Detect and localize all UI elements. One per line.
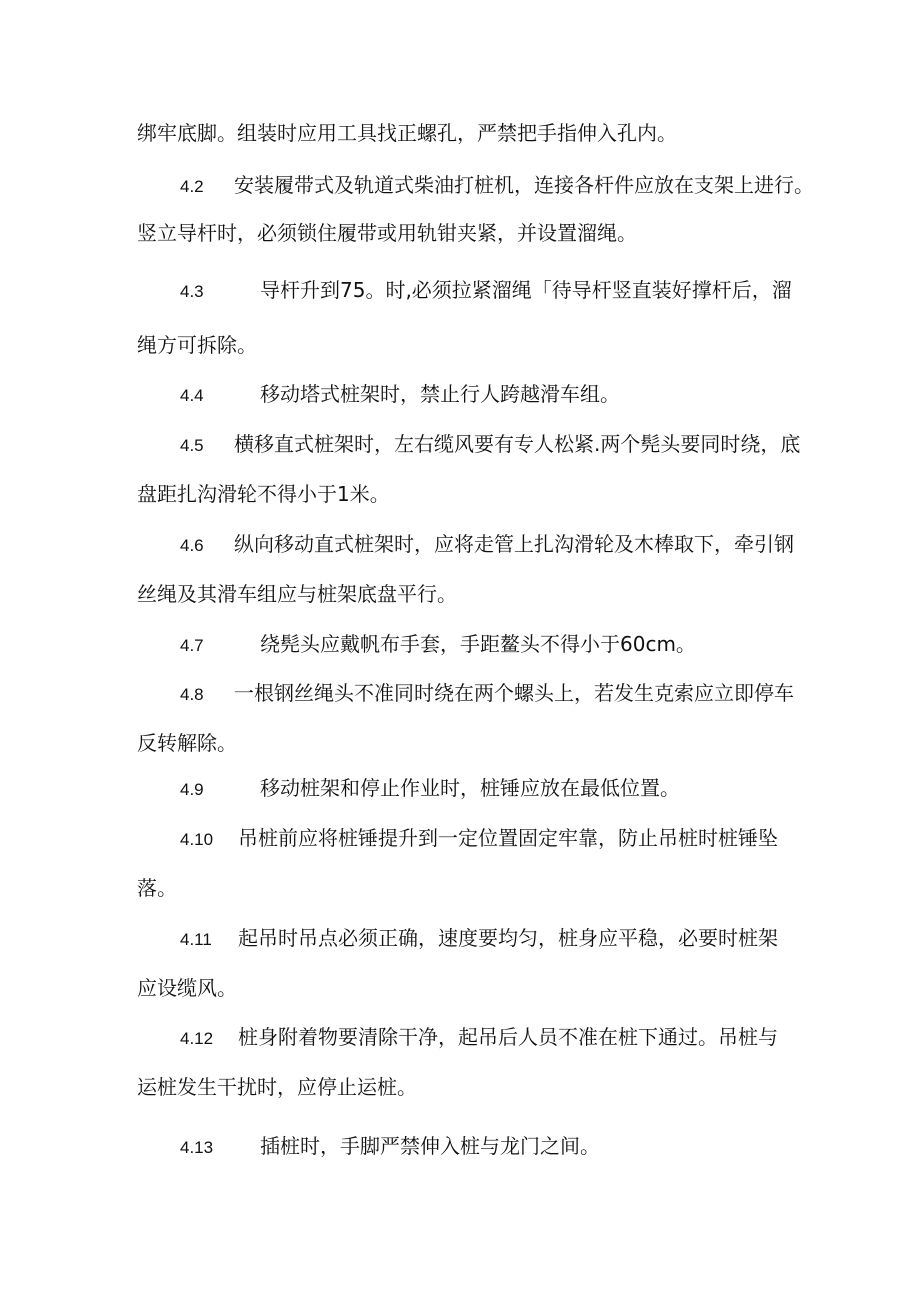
item-text: 起吊时吊点必须正确，速度要均匀，桩身应平稳，必要时桩架: [238, 926, 778, 950]
item-text: 桩身附着物要清除干净，起吊后人员不准在桩下通过。吊桩与: [238, 1025, 778, 1049]
item-number: 4.2: [180, 177, 204, 196]
item-number: 4.3: [180, 282, 204, 301]
item-text: 横移直式桩架时，左右缆风要有专人松紧.两个髡头要同时绕，底: [234, 432, 801, 456]
item-4-12-line1: [180, 1025, 778, 1051]
item-text: 安装履带式及轨道式柴油打桩机，连接各杆件应放在支架上进行。: [234, 173, 814, 197]
item-4-3-line1: [180, 278, 792, 304]
item-text: 插桩时，手脚严禁伸入桩与龙门之间。: [260, 1134, 600, 1158]
item-4-4-line1: [180, 382, 620, 408]
item-number: 4.13: [180, 1138, 214, 1157]
item-4-13-line1: [180, 1134, 600, 1160]
item-4-8-line1: [180, 681, 794, 707]
item-4-5-line1: [180, 432, 800, 458]
item-number: 4.4: [180, 386, 204, 405]
item-text: 移动桩架和停止作业时，桩锤应放在最低位置。: [260, 776, 680, 800]
item-text: 纵向移动直式桩架时，应将走管上扎沟滑轮及木棒取下，牵引钢: [234, 532, 794, 556]
item-number: 4.12: [180, 1029, 214, 1048]
item-text: 绕髡头应戴帆布手套，手距鳌头不得小于60cm。: [260, 632, 696, 656]
item-4-6-line1: [180, 532, 794, 558]
item-4-12-line2: 运桩发生干扰时，应停止运桩。: [137, 1075, 417, 1099]
item-4-9-line1: [180, 776, 680, 802]
item-4-5-line2: 盘距扎沟滑轮不得小于1米。: [137, 482, 390, 506]
item-4-7-line1: [180, 632, 696, 658]
item-number: 4.11: [180, 930, 212, 949]
item-text: 一根钢丝绳头不准同时绕在两个螺头上，若发生克索应立即停车: [234, 681, 794, 705]
item-4-2-line2: 竖立导杆时，必须锁住履带或用轨钳夹紧，并设置溜绳。: [137, 221, 637, 245]
item-4-8-line2: 反转解除。: [137, 731, 237, 755]
item-4-10-line2: 落。: [137, 876, 177, 900]
intro-line: 绑牢底脚。组装时应用工具找正螺孔，严禁把手指伸入孔内。: [137, 121, 677, 145]
item-number: 4.6: [180, 536, 204, 555]
item-text: 吊桩前应将桩锤提升到一定位置固定牢靠，防止吊桩时桩锤坠: [238, 826, 778, 850]
item-4-11-line1: [180, 926, 778, 952]
item-number: 4.7: [180, 636, 204, 655]
item-4-10-line1: [180, 826, 778, 852]
item-number: 4.5: [180, 436, 204, 455]
item-4-6-line2: 丝绳及其滑车组应与桩架底盘平行。: [137, 582, 457, 606]
item-number: 4.9: [180, 780, 204, 799]
item-text: 移动塔式桩架时，禁止行人跨越滑车组。: [260, 382, 620, 406]
item-number: 4.8: [180, 685, 204, 704]
item-4-2-line1: [180, 173, 814, 199]
item-text: 导杆升到75。时,必须拉紧溜绳「待导杆竖直装好撑杆后，溜: [260, 278, 792, 302]
item-number: 4.10: [180, 830, 214, 849]
item-4-3-line2: 绳方可拆除。: [137, 333, 257, 357]
item-4-11-line2: 应设缆风。: [137, 976, 237, 1000]
